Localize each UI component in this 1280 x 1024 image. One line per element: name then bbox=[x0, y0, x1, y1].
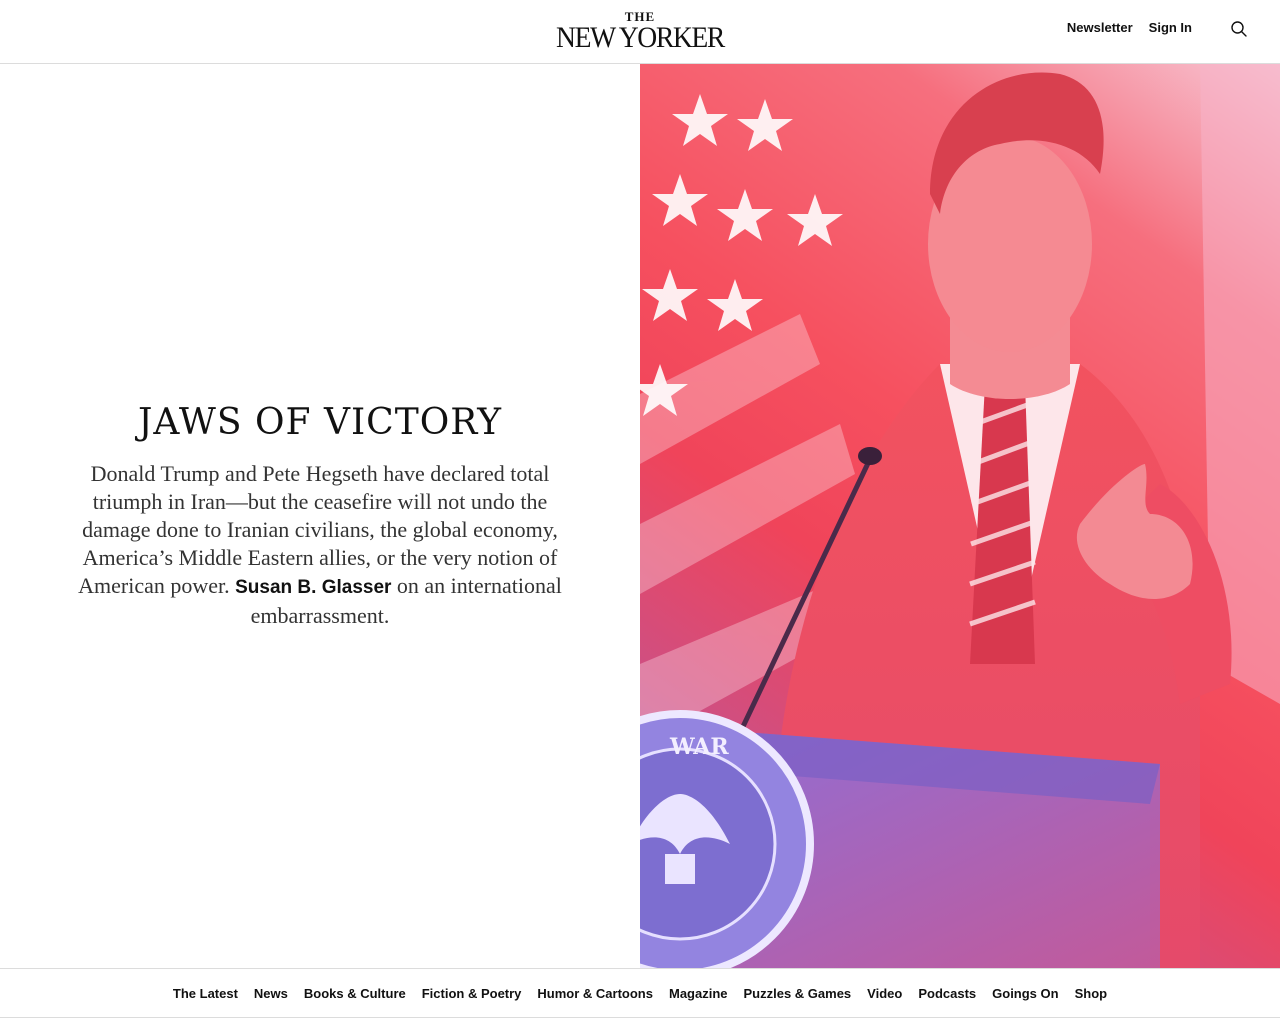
hero-photo[interactable] bbox=[640, 64, 1280, 968]
search-icon bbox=[1230, 20, 1248, 38]
hero-dek bbox=[70, 460, 570, 630]
newsletter-link[interactable]: Newsletter bbox=[1066, 20, 1133, 35]
hero-text-panel bbox=[0, 64, 640, 968]
logo-the: THE bbox=[624, 9, 656, 24]
nav-item-shop[interactable]: Shop bbox=[1074, 985, 1108, 1001]
nav-item-books-culture[interactable]: Books & Culture bbox=[303, 985, 406, 1001]
hero-story[interactable] bbox=[70, 400, 570, 630]
header-links bbox=[1067, 20, 1192, 35]
nav-item-magazine[interactable]: Magazine bbox=[668, 985, 728, 1001]
nav-item-video[interactable]: Video bbox=[867, 985, 903, 1001]
section-nav bbox=[0, 968, 1280, 1018]
seal-text: WAR bbox=[670, 734, 729, 760]
hero-dek-tail: on an international embarrassment. bbox=[250, 573, 562, 628]
nav-item-humor-cartoons[interactable]: Humor & Cartoons bbox=[537, 985, 653, 1001]
logo-wordmark: NEW YORKER bbox=[556, 21, 724, 54]
hero-author[interactable]: Susan B. Glasser bbox=[235, 577, 392, 598]
sign-in-link[interactable]: Sign In bbox=[1148, 20, 1192, 35]
nav-item-news[interactable]: News bbox=[253, 985, 288, 1001]
search-button[interactable] bbox=[1230, 20, 1248, 38]
nav-item-the-latest[interactable]: The Latest bbox=[172, 985, 238, 1001]
hero-headline[interactable]: JAWS OF VICTORY bbox=[137, 402, 503, 443]
nav-item-goings-on[interactable]: Goings On bbox=[992, 985, 1059, 1001]
hero-photo-illustration bbox=[640, 64, 1280, 968]
nav-item-puzzles-games[interactable]: Puzzles & Games bbox=[743, 985, 852, 1001]
hero-dek-text: Donald Trump and Pete Hegseth have declared total triumph in Iran—but the ceasefire will not undo the damage done to Iranian civilians, the global economy, America’s Middle Eastern allies, or the very notion of American power. bbox=[78, 461, 558, 598]
site-header bbox=[0, 0, 1280, 64]
nav-item-fiction-poetry[interactable]: Fiction & Poetry bbox=[421, 985, 522, 1001]
nav-item-podcasts[interactable]: Podcasts bbox=[918, 985, 977, 1001]
